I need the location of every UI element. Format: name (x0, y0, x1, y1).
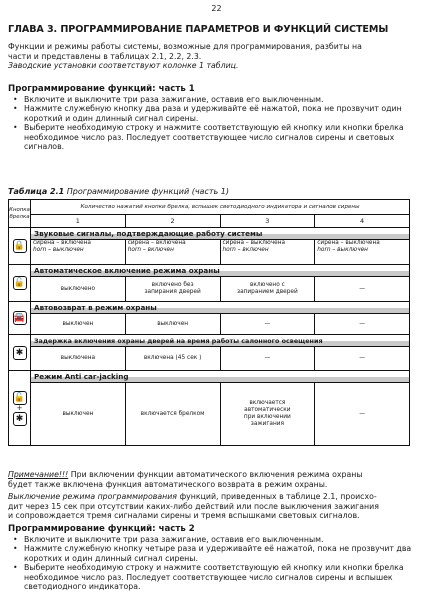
table-caption-number: Таблица 2.1 (8, 187, 65, 196)
table-cell: сирена – выключена horn – выключен (317, 240, 380, 253)
intro-line: части и представлены в таблицах 2.1, 2.2, 2.3. (8, 51, 202, 61)
intro-line: Функции и режимы работы системы, возможные для программирования, разбиты на (8, 42, 362, 51)
intro-line: Заводские установки соответствуют колонке 1 таблиц. (8, 61, 239, 71)
exit-italic: Выключение режима программирования (8, 492, 177, 501)
star-icon: ✱ (13, 412, 27, 426)
section-title: Задержка включения охраны дверей на время работы салонного освещения (31, 335, 409, 347)
table-cell: выключено (31, 277, 126, 301)
column-number: 4 (360, 217, 365, 225)
table-cell: — (221, 314, 316, 334)
plus-sign: + (16, 403, 23, 412)
table-header (9, 200, 409, 228)
section-title: Автоматическое включение режима охраны (31, 265, 409, 277)
programming-table (8, 199, 410, 446)
star-icon: ✱ (13, 346, 27, 360)
step-item: • Включите и выключите три раза зажигание, оставив его выключенным. (8, 95, 428, 104)
page-number: 22 (211, 4, 222, 13)
table-section (9, 335, 409, 371)
table-cell: выключен (31, 314, 126, 334)
table-caption (8, 187, 229, 196)
part1-heading: Программирование функций: часть 1 (8, 84, 195, 94)
intro-paragraph (8, 42, 428, 71)
lock-open-icon: 🔓 (13, 278, 26, 288)
step-item: • Нажмите служебную кнопку два раза и удерживайте её нажатой, пока не прозвучит один короткий и один длинный сигнал сирены. (8, 104, 428, 123)
note-label: Примечание!!! (8, 470, 69, 479)
table-cell: выключен (126, 314, 221, 334)
table-cell: сирена – включена horn – включен (126, 240, 221, 264)
exit-paragraph: Выключение режима программирования функций, приведенных в таблице 2.1, происхо- дит через 15 сек при отсутствии каких-либо действий или после выключения зажигания и сопровождается тремя сигналами сирены и тремя вспышками световых сигналов. (8, 492, 379, 521)
table-cell: включается автоматически при включении зажигания (221, 383, 316, 445)
column-number: 2 (126, 215, 221, 227)
table-section (9, 265, 409, 302)
table-cell: включено с запиранием дверей (221, 277, 316, 301)
section-title: Режим Anti car-jacking (31, 371, 409, 383)
lock-closed-icon: 🔒 (13, 241, 26, 251)
note-paragraph: Примечание!!! При включении функции автоматического включения режима охраны будет также включена функция автоматического возврата в режим охраны. (8, 470, 363, 489)
table-cell: — (359, 320, 366, 327)
car-icon: 🚘 (13, 313, 26, 323)
section-title: Автовозврат в режим охраны (31, 302, 409, 314)
lock-open-icon: 🔓 (13, 392, 26, 403)
table-cell: включено без запирания дверей (126, 277, 221, 301)
column-number: 3 (221, 215, 316, 227)
step-item: • Выберите необходимую строку и нажмите соответствующую ей кнопку или кнопки брелка необходимое число раз. Последует соответствующее число сигналов сирены и световых сигналов. (8, 123, 428, 151)
table-cell: выключен (31, 383, 126, 445)
table-cell: — (359, 355, 366, 361)
part1-steps (8, 95, 428, 151)
part2-steps (8, 535, 428, 591)
header-button-column: Кнопка брелка (9, 200, 31, 227)
column-number: 1 (31, 215, 126, 227)
part2-heading: Программирование функций: часть 2 (8, 524, 195, 534)
table-section (9, 228, 409, 265)
table-caption-text: Программирование функций (часть 1) (64, 187, 229, 196)
step-item: • Включите и выключите три раза зажигание, оставив его выключенным. (8, 535, 428, 544)
chapter-title: ГЛАВА 3. ПРОГРАММИРОВАНИЕ ПАРАМЕТРОВ И ФУНКЦИЙ СИСТЕМЫ (8, 24, 389, 35)
step-item: • Выберите необходимую строку и нажмите соответствующую ей кнопку или кнопки брелка необходимое число раз. Последует соответствующее число сигналов сирены и вспышек светодиодного индикатора. (8, 563, 428, 591)
step-item: • Нажмите служебную кнопку четыре раза и удерживайте её нажатой, пока не прозвучит два коротких и один длинный сигнал сирены. (8, 544, 428, 563)
table-cell: сирена – включена horn – выключен (31, 240, 126, 264)
table-cell: — (221, 347, 316, 370)
table-section (9, 302, 409, 335)
table-cell: сирена – выключена horn – включен (221, 240, 316, 264)
table-cell: — (359, 285, 366, 292)
table-cell: — (359, 410, 366, 417)
header-count-label: Количество нажатий кнопки брелка, вспышек светодиодного индикатора и сигналов сирены (31, 200, 409, 215)
table-cell: выключена (31, 347, 126, 370)
table-cell: включена (45 сек ) (126, 347, 221, 370)
table-cell: включается брелком (126, 383, 221, 445)
table-section (9, 371, 409, 445)
section-title: Звуковые сигналы, подтверждающие работу системы (31, 228, 409, 240)
